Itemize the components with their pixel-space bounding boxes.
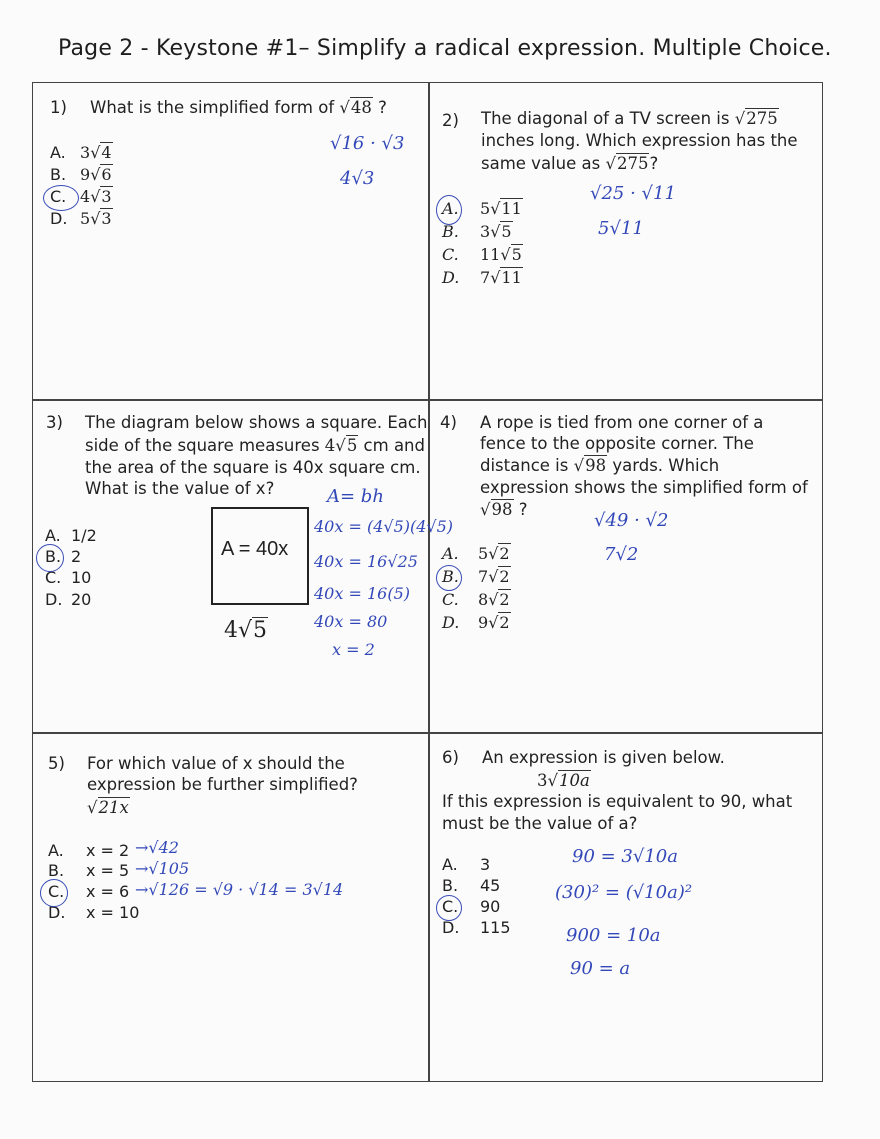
question-text: must be the value of a? <box>442 814 638 833</box>
question-text: distance is √98 yards. Which <box>480 456 720 475</box>
question-text: side of the square measures 4√5 cm and <box>85 436 425 455</box>
question-number: 6) <box>442 748 459 767</box>
option-b[interactable]: B. 2 <box>45 547 82 566</box>
question-text: the area of the square is 40x square cm. <box>85 458 421 477</box>
option-a[interactable]: A. 5√2 <box>442 544 510 563</box>
question-text: The diagram below shows a square. Each <box>85 413 428 432</box>
grid-divider-row-2 <box>32 732 823 734</box>
handwritten-work: 5√11 <box>598 218 644 239</box>
option-d[interactable]: D. x = 10 <box>48 903 140 922</box>
handwritten-work: 40x = 16(5) <box>314 584 410 603</box>
option-b[interactable]: B. 7√2 <box>442 567 510 586</box>
option-d[interactable]: D. 9√2 <box>442 613 510 632</box>
option-a[interactable]: A. 3√4 <box>50 143 112 162</box>
question-number: 3) <box>46 413 63 432</box>
answer-circle <box>40 879 68 907</box>
option-d[interactable]: D. 20 <box>45 590 92 609</box>
question-text: An expression is given below. <box>482 748 725 767</box>
option-a[interactable]: A. 1/2 <box>45 526 97 545</box>
handwritten-work: 40x = 80 <box>314 612 388 631</box>
option-c[interactable]: C. x = 6 <box>48 882 130 901</box>
option-b[interactable]: B. x = 5 <box>48 861 130 880</box>
question-text: inches long. Which expression has the <box>481 131 798 150</box>
square-side-label: 4√5 <box>224 618 268 643</box>
answer-circle <box>36 544 64 572</box>
option-c[interactable]: C. 11√5 <box>442 245 522 264</box>
question-text: fence to the opposite corner. The <box>480 434 754 453</box>
grid-divider-row-1 <box>32 399 823 401</box>
question-text: expression shows the simplified form of <box>480 478 808 497</box>
handwritten-work: 90 = 3√10a <box>572 846 678 867</box>
handwritten-work: →√42 <box>135 838 179 857</box>
option-b[interactable]: B. 45 <box>442 876 501 895</box>
handwritten-work: 4√3 <box>340 168 375 189</box>
question-text: A rope is tied from one corner of a <box>480 413 764 432</box>
question-number: 1) <box>50 98 67 117</box>
option-d[interactable]: D. 7√11 <box>442 268 522 287</box>
handwritten-work: 900 = 10a <box>566 925 661 946</box>
option-c[interactable]: C. 90 <box>442 897 501 916</box>
question-text: What is the value of x? <box>85 479 275 498</box>
option-a[interactable]: A. 5√11 <box>442 199 522 218</box>
handwritten-work: →√126 = √9 · √14 = 3√14 <box>135 880 344 899</box>
option-d[interactable]: D. 115 <box>442 918 511 937</box>
handwritten-work: √16 · √3 <box>330 133 405 154</box>
handwritten-work: 7√2 <box>604 544 639 565</box>
question-text: For which value of x should the <box>87 754 345 773</box>
handwritten-work: 40x = (4√5)(4√5) <box>314 517 454 536</box>
question-text: The diagonal of a TV screen is √275 <box>481 109 778 128</box>
handwritten-work: →√105 <box>135 859 190 878</box>
handwritten-work: A= bh <box>327 486 384 507</box>
question-text: What is the simplified form of √48 ? <box>90 98 387 117</box>
option-a[interactable]: A. 3 <box>442 855 491 874</box>
answer-circle <box>436 195 462 225</box>
handwritten-work: (30)² = (√10a)² <box>555 882 693 903</box>
question-number: 2) <box>442 111 459 130</box>
question-number: 4) <box>440 413 457 432</box>
option-a[interactable]: A. x = 2 <box>48 841 130 860</box>
question-text: same value as √275? <box>481 154 659 173</box>
option-d[interactable]: D. 5√3 <box>50 209 112 228</box>
page-title: Page 2 - Keystone #1– Simplify a radical expression. Multiple Choice. <box>58 36 832 61</box>
grid-vertical-divider <box>428 82 430 1082</box>
question-number: 5) <box>48 754 65 773</box>
answer-circle <box>436 565 462 591</box>
square-area-label: A = 40x <box>221 538 289 560</box>
question-text: expression be further simplified? <box>87 775 358 794</box>
handwritten-work: 90 = a <box>570 958 631 979</box>
option-c[interactable]: C. 10 <box>45 568 92 587</box>
handwritten-work: 40x = 16√25 <box>314 552 418 571</box>
question-text: If this expression is equivalent to 90, what <box>442 792 793 811</box>
expression: 3√10a <box>537 771 590 790</box>
option-c[interactable]: C. 8√2 <box>442 590 510 609</box>
option-b[interactable]: B. 3√5 <box>442 222 512 241</box>
option-c[interactable]: C. 4√3 <box>50 187 112 206</box>
handwritten-work: x = 2 <box>332 640 375 659</box>
option-b[interactable]: B. 9√6 <box>50 165 112 184</box>
handwritten-work: √49 · √2 <box>594 510 669 531</box>
answer-circle <box>43 185 79 211</box>
question-text: √21x <box>87 798 129 817</box>
answer-circle <box>436 895 462 921</box>
handwritten-work: √25 · √11 <box>590 183 676 204</box>
question-text: √98 ? <box>480 500 528 519</box>
